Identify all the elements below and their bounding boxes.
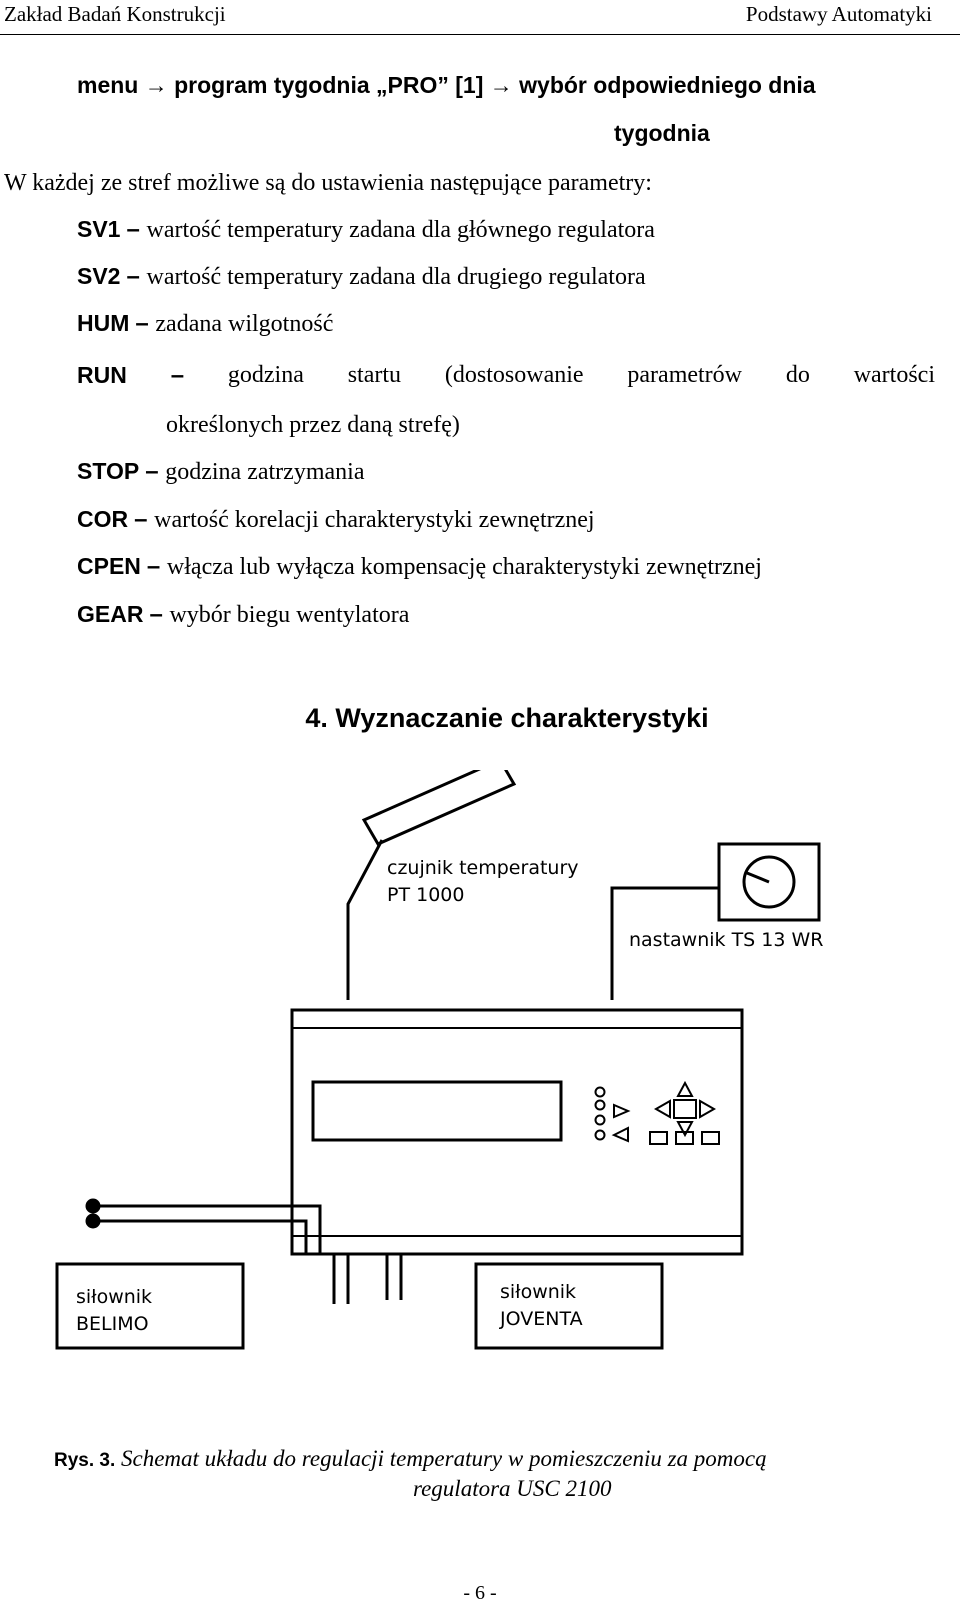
arrow-up-icon [678, 1083, 692, 1096]
arrow-down-icon [678, 1122, 692, 1135]
sensor-cable [348, 840, 382, 1000]
param-desc: włącza lub wyłącza kompensację charakterystyki zewnętrznej [166, 554, 762, 580]
param-cpen [77, 553, 762, 581]
actuator-joventa-box [476, 1264, 662, 1348]
run-continuation: określonych przez daną strefę) [166, 412, 460, 438]
terminal-dot [87, 1215, 99, 1227]
intro-text: W każdej ze stref możliwe są do ustawienia następujące parametry: [4, 170, 652, 196]
param-dash: – [134, 506, 155, 533]
controller-display [313, 1082, 561, 1140]
run-word: do [785, 362, 810, 388]
param-dash: – [149, 601, 170, 628]
led-indicator-icon [596, 1088, 605, 1097]
param-dash: – [126, 263, 147, 290]
sensor-label-1: czujnik temperatury [387, 857, 579, 879]
param-dash: – [135, 310, 156, 337]
param-key: CPEN [77, 553, 141, 579]
page-number: - 6 - [463, 1582, 497, 1604]
led-indicator-icon [596, 1101, 605, 1110]
param-key: HUM [77, 310, 130, 336]
param-dash: – [126, 216, 147, 243]
triangle-right-button-icon [614, 1105, 628, 1117]
param-desc: wartość temperatury zadana dla drugiego regulatora [146, 264, 646, 290]
menu-path-line1: menu → program tygodnia „PRO” [1] → wybór odpowiedniego dnia [77, 72, 816, 98]
param-dash: – [145, 458, 166, 485]
page-header [0, 0, 960, 35]
param-dash: – [170, 362, 185, 389]
actuator-belimo-label-2: BELIMO [76, 1313, 149, 1335]
param-desc: wartość korelacji charakterystyki zewnętrznej [154, 507, 595, 533]
param-run [77, 362, 935, 390]
param-key: SV1 [77, 216, 121, 242]
param-sv2 [77, 263, 646, 291]
param-key: GEAR [77, 601, 144, 627]
param-desc: zadana wilgotność [155, 311, 334, 337]
param-hum [77, 310, 333, 338]
setter-label: nastawnik TS 13 WR [629, 929, 824, 951]
control-schematic-diagram [0, 770, 960, 1410]
param-desc: godzina zatrzymania [165, 459, 365, 485]
run-word: parametrów [627, 362, 742, 388]
caption-label: Rys. 3. [54, 1450, 116, 1471]
square-key [702, 1132, 719, 1144]
section-title: 4. Wyznaczanie charakterystyki [305, 703, 709, 733]
actuator-joventa-label-1: siłownik [500, 1281, 577, 1303]
menu-path-line2: tygodnia [614, 120, 710, 146]
actuator-joventa-label-2: JOVENTA [500, 1308, 583, 1330]
setter-dial-needle [747, 873, 769, 882]
temperature-sensor-probe [364, 770, 514, 844]
sensor-label-2: PT 1000 [387, 884, 465, 906]
run-word: startu [347, 362, 402, 388]
square-key [650, 1132, 667, 1144]
caption-text: Schemat układu do regulacji temperatury w pomieszczeniu za pomocą [121, 1446, 767, 1471]
param-stop [77, 458, 364, 486]
run-word: (dostosowanie [444, 362, 584, 388]
param-key: COR [77, 506, 129, 532]
header-course: Podstawy Automatyki [745, 2, 932, 26]
figure-caption [54, 1446, 954, 1472]
param-desc: wybór biegu wentylatora [169, 602, 410, 628]
header-institution: Zakład Badań Konstrukcji [4, 2, 226, 26]
param-key: SV2 [77, 263, 121, 289]
param-key: STOP [77, 458, 140, 484]
arrow-left-icon [656, 1101, 670, 1117]
param-gear [77, 601, 409, 629]
power-wire [93, 1206, 320, 1254]
led-indicator-icon [596, 1116, 605, 1125]
param-sv1 [77, 216, 655, 244]
param-key: RUN [77, 362, 127, 388]
arrow-right-icon [700, 1101, 714, 1117]
caption-text-line2: regulatora USC 2100 [413, 1476, 612, 1501]
actuator-belimo-label-1: siłownik [76, 1286, 153, 1308]
terminal-dot [87, 1200, 99, 1212]
run-word: godzina [227, 362, 304, 388]
power-wire [93, 1221, 306, 1254]
led-indicator-icon [596, 1131, 605, 1140]
triangle-left-button-icon [614, 1128, 628, 1141]
keypad-center-button [674, 1100, 696, 1118]
controller-body [292, 1010, 742, 1254]
run-word: wartości [853, 362, 935, 388]
param-dash: – [146, 553, 167, 580]
param-desc: wartość temperatury zadana dla głównego regulatora [146, 217, 655, 243]
param-cor [77, 506, 595, 534]
